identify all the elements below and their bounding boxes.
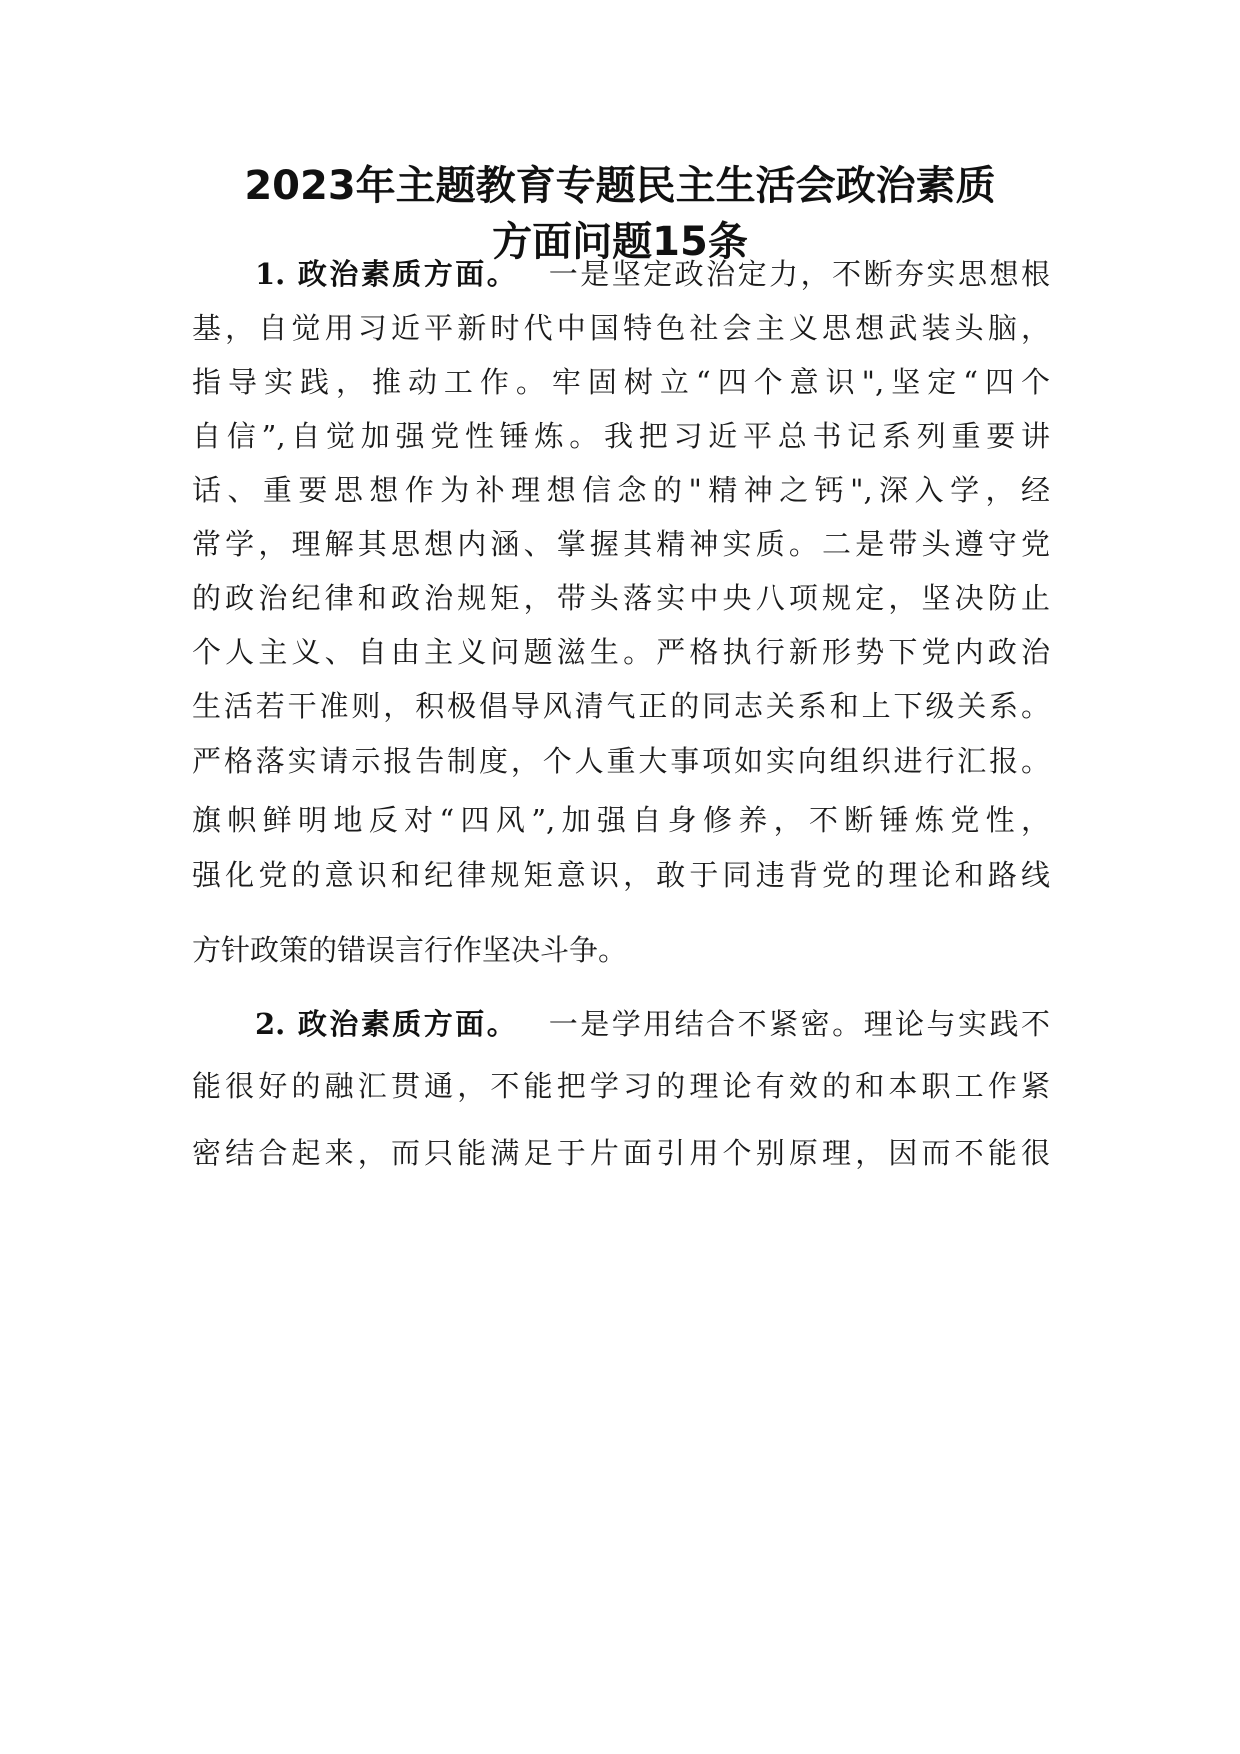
paragraph-1-line-12: 强化党的意识和纪律规矩意识，敢于同违背党的理论和路线 [192,858,1050,892]
paragraph-2-text: 一是学用结合不紧密。理论与实践不 [546,1007,1050,1041]
paragraph-1-line-4: 自信”,自觉加强党性锤炼。我把习近平总书记系列重要讲 [192,419,1050,453]
paragraph-1-line-7: 的政治纪律和政治规矩，带头落实中央八项规定，坚决防止 [192,581,1050,615]
paragraph-2-line-2: 能很好的融汇贯通，不能把学习的理论有效的和本职工作紧 [192,1069,1050,1103]
paragraph-1-line-1 [255,254,1050,294]
document-title-line-2: 方面问题15条 [492,219,748,265]
paragraph-2-line-3: 密结合起来，而只能满足于片面引用个别原理，因而不能很 [192,1136,1050,1170]
paragraph-1-line-2: 基，自觉用习近平新时代中国特色社会主义思想武装头脑， [192,311,1050,345]
paragraph-2-line-1 [255,1004,1050,1044]
paragraph-2-lead: 2. 政治素质方面。 [255,1007,519,1041]
paragraph-1-text: 一是坚定政治定力，不断夯实思想根 [546,257,1050,291]
paragraph-1-line-8: 个人主义、自由主义问题滋生。严格执行新形势下党内政治 [192,635,1050,669]
paragraph-1-line-3: 指导实践，推动工作。牢固树立“四个意识",坚定“四个 [192,365,1050,399]
paragraph-1-line-6: 常学，理解其思想内涵、掌握其精神实质。二是带头遵守党 [192,527,1050,561]
paragraph-1-lead: 1. 政治素质方面。 [255,257,519,291]
paragraph-1-line-10: 严格落实请示报告制度，个人重大事项如实向组织进行汇报。 [192,744,1050,778]
paragraph-1-line-5: 话、重要思想作为补理想信念的"精神之钙",深入学，经 [192,473,1050,507]
paragraph-1-line-9: 生活若干准则，积极倡导风清气正的同志关系和上下级关系。 [192,689,1050,723]
document-title-line-1: 2023年主题教育专题民主生活会政治素质 [244,163,996,209]
paragraph-1-line-11: 旗帜鲜明地反对“四风”,加强自身修养，不断锤炼党性， [192,803,1050,837]
paragraph-1-line-13: 方针政策的错误言行作坚决斗争。 [192,933,628,967]
